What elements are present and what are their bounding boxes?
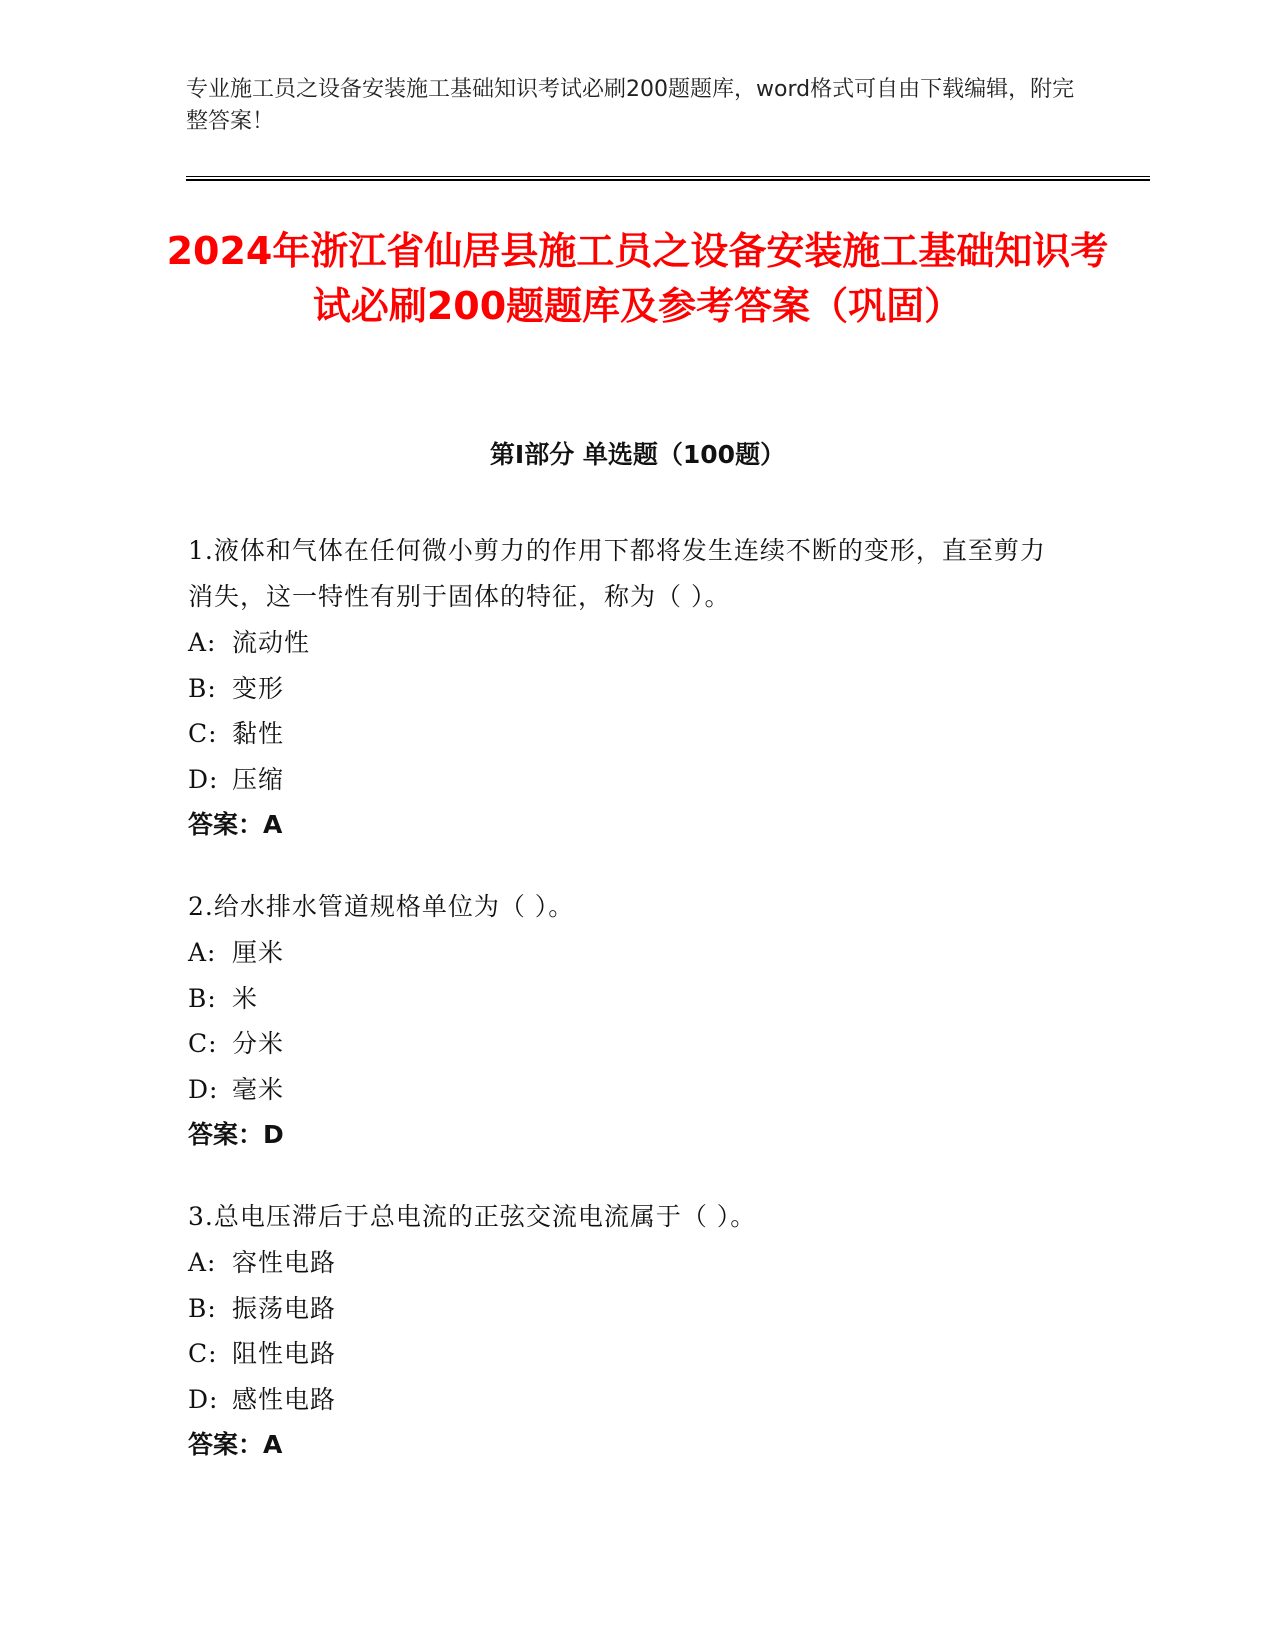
option-letter: B: [188,983,217,1013]
option-text: 容性电路 [232,1248,337,1277]
option-c [188,711,1068,757]
document-title: 2024年浙江省仙居县施工员之设备安装施工基础知识考试必刷200题题库及参考答案（巩固） [166,229,1109,328]
option-letter: A: [188,628,217,657]
option-text: 黏性 [232,719,285,748]
option-text: 分米 [232,1029,285,1058]
option-letter: D: [188,764,219,794]
option-text: 感性电路 [232,1384,337,1414]
option-text: 毫米 [232,1074,285,1104]
question-1 [188,528,1068,848]
option-text: 阻性电路 [232,1339,337,1368]
option-letter: B: [188,673,217,703]
question-stem: 3.总电压滞后于总电流的正弦交流电流属于（ ）。 [188,1202,757,1231]
option-d [188,757,1068,803]
question-2 [188,884,1068,1158]
question-stem: 1.液体和气体在任何微小剪力的作用下都将发生连续不断的变形，直至剪力消失，这一特性有别于固体的特征，称为（ ）。 [188,536,1046,611]
question-stem: 2.给水排水管道规格单位为（ ）。 [188,892,575,921]
option-text: 流动性 [232,628,311,657]
option-text: 压缩 [232,764,285,794]
option-c [188,1331,1068,1377]
option-b [188,1286,1068,1332]
option-letter: C: [188,1029,218,1058]
answer: 答案：A [188,810,283,839]
option-d [188,1377,1068,1423]
option-a [188,1240,1068,1286]
question-list [188,528,1068,1504]
option-a [188,620,1068,666]
option-letter: B: [188,1293,217,1323]
answer: 答案：A [188,1430,283,1459]
option-text: 变形 [232,673,285,703]
option-b [188,976,1068,1022]
option-letter: C: [188,1339,218,1368]
header-divider [186,176,1150,181]
option-letter: D: [188,1384,219,1414]
option-b [188,666,1068,712]
option-letter: D: [188,1074,219,1104]
option-d [188,1067,1068,1113]
option-c [188,1021,1068,1067]
option-a [188,930,1068,976]
option-letter: A: [188,938,217,967]
option-text: 米 [232,983,259,1013]
answer: 答案：D [188,1120,284,1149]
option-letter: C: [188,719,218,748]
header-note: 专业施工员之设备安装施工基础知识考试必刷200题题库，word格式可自由下载编辑，附完整答案！ [186,77,1075,134]
option-text: 厘米 [232,938,285,967]
option-text: 振荡电路 [232,1293,337,1323]
section-heading: 第I部分 单选题（100题） [489,440,786,469]
option-letter: A: [188,1248,217,1277]
question-3 [188,1194,1068,1468]
